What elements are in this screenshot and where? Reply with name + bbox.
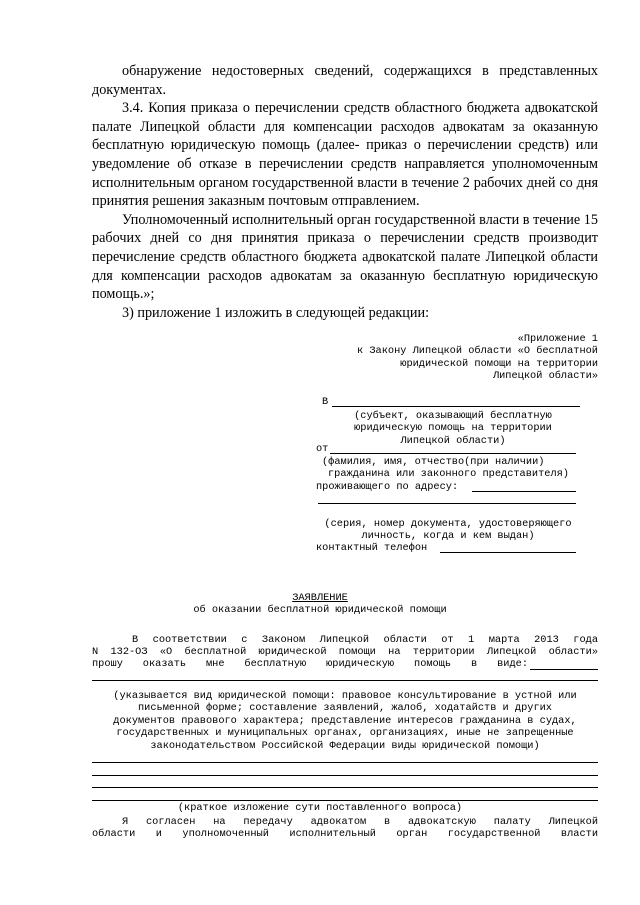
name-caption-1: (фамилия, имя, отчество(при наличии) (322, 456, 545, 468)
intro-line-1: В соответствии с Законом Липецкой области от 1 марта 2013 года (132, 634, 598, 646)
help-caption-1: (указывается вид юридической помощи: правовое консультирование в устной или (113, 690, 577, 702)
phone-label: контактный телефон (316, 542, 428, 554)
phone-line (440, 552, 576, 553)
paragraph-item-3: 3) приложение 1 изложить в следующей редакции: (122, 304, 430, 321)
to-line (332, 406, 580, 407)
help-caption-4: государственных и муниципальных органах, организациях, иные не запрещенные (116, 727, 574, 740)
summary-line-3 (92, 787, 598, 788)
appendix-line-2: к Закону Липецкой области «О бесплатной (357, 345, 598, 358)
to-label: В (322, 396, 329, 408)
doc-caption-1: (серия, номер документа, удостоверяющего (324, 518, 572, 530)
summary-caption: (краткое изложение сути поставленного вопроса) (177, 802, 463, 814)
appendix-line-4: Липецкой области» (492, 370, 598, 383)
appendix-line-3: юридической помощи на территории (400, 357, 598, 370)
appendix-header (298, 333, 598, 383)
paragraph-3-4: 3.4. Копия приказа о перечислении средств областного бюджета адвокатской палате Липецкой области для компенсации расходов адвокатам за оказанную бесплатную юридическую помощь (далее- приказ о перечислении средств) или уведомление об отказе в перечислении средств направляется уполномоченным исполнительным органом государственной власти в течение 2 рабочих дней со дня принятия решения заказным почтовым отправлением. (92, 100, 598, 210)
intro-line-3: прошу оказать мне бесплатную юридическую помощь в виде: (92, 658, 528, 670)
doc-caption (312, 518, 584, 543)
appendix-line-1: «Приложение 1 (517, 333, 598, 345)
address-line-1 (472, 491, 576, 492)
intro-line-2: N 132-ОЗ «О бесплатной юридической помощи на территории Липецкой области» (92, 646, 598, 658)
help-caption-2: письменной форме; составление заявлений, жалоб, ходатайств и других (137, 702, 552, 715)
doc-caption-2: личность, когда и кем выдан) (361, 530, 535, 543)
name-caption-2: гражданина или законного представителя) (328, 468, 569, 481)
help-caption-5: законодательством Российской Федерации виды юридической помощи) (150, 739, 540, 752)
from-line (330, 453, 576, 454)
consent-line-2: области и уполномоченный исполнительный орган государственной власти (92, 828, 598, 840)
address-line-2 (318, 503, 576, 504)
summary-line-2 (92, 775, 598, 776)
paragraph-1: обнаружение недостоверных сведений, содержащихся в представленных документах. (92, 63, 598, 98)
address-label: проживающего по адресу: (316, 481, 459, 493)
help-caption (80, 690, 610, 752)
consent-line-1: Я согласен на передачу адвокатом в адвокатскую палату Липецкой (122, 816, 598, 828)
subject-caption (322, 410, 584, 447)
subject-caption-1: (субъект, оказывающий бесплатную (354, 410, 552, 422)
from-label: от (316, 443, 329, 455)
paragraph-transfer: Уполномоченный исполнительный орган государственной власти в течение 15 рабочих дней со дня принятия приказа о перечислении средств производит перечисление средств областного бюджета адвокатской палате Липецкой области для компенсации расходов адвокатам за оказанную бесплатную юридическую помощь.»; (92, 211, 598, 303)
help-line-0 (530, 669, 598, 670)
help-caption-3: документов правового характера; представление интересов гражданина в судах, (113, 714, 577, 727)
paragraph-continuation (92, 62, 598, 322)
summary-line-1 (92, 762, 598, 763)
name-caption (318, 456, 582, 481)
application-title: ЗАЯВЛЕНИЕ (292, 592, 348, 604)
subject-caption-2: юридическую помощь на территории (354, 422, 552, 435)
help-line-1 (92, 680, 598, 681)
application-subtitle: об оказании бесплатной юридической помощи (193, 604, 447, 616)
subject-caption-3: Липецкой области) (400, 434, 506, 447)
summary-line-4 (92, 800, 598, 801)
